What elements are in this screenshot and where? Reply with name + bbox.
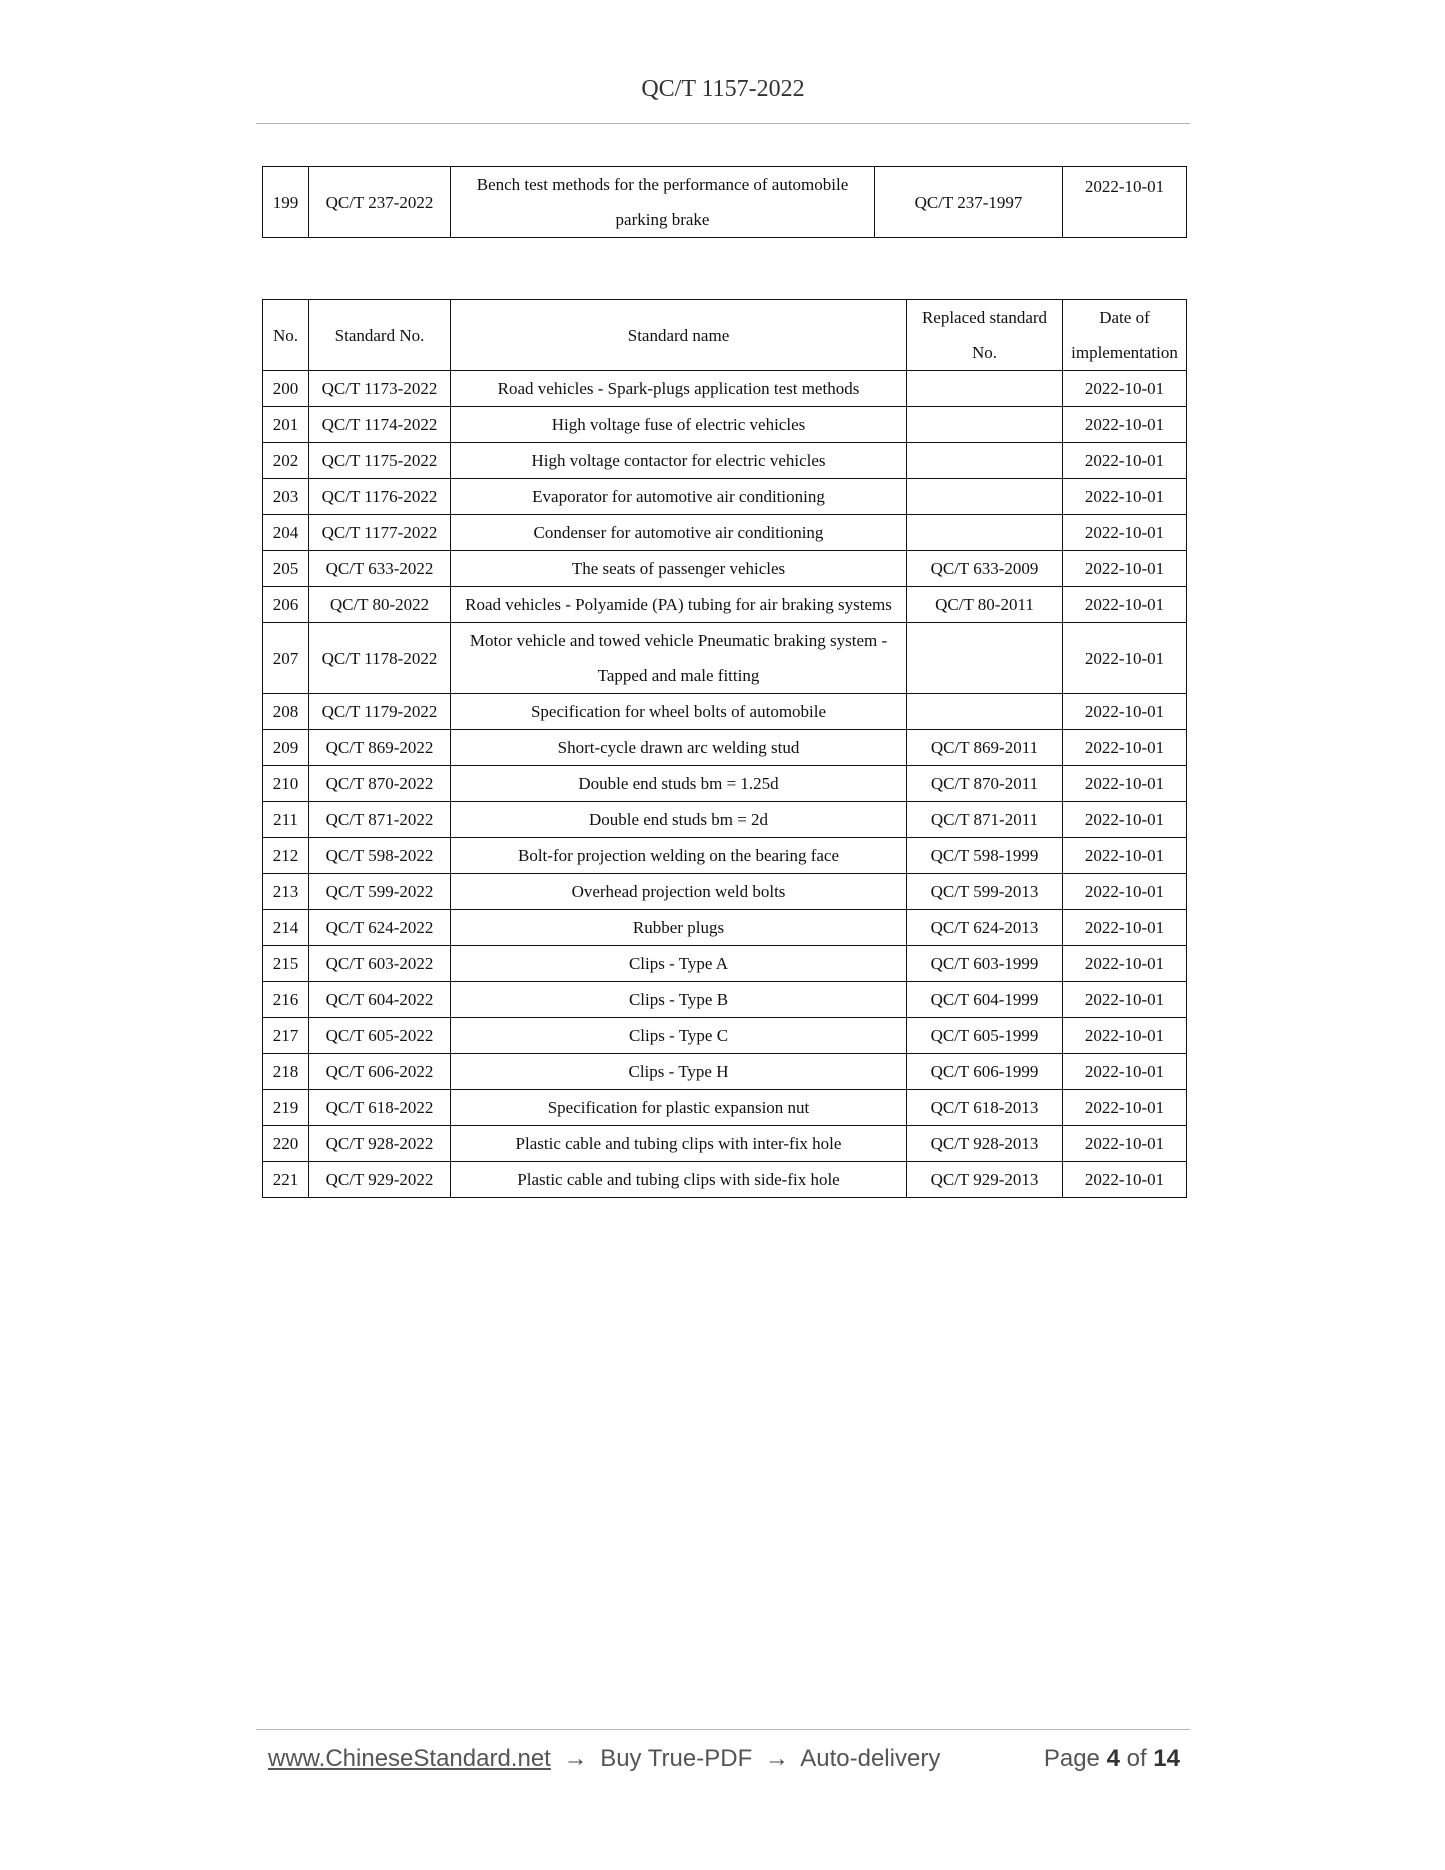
cell-standard-name: Clips - Type C xyxy=(451,1018,907,1054)
footer-site-link[interactable]: www.ChineseStandard.net xyxy=(268,1745,551,1772)
table-row xyxy=(263,407,1187,443)
cell-no: 201 xyxy=(263,407,309,443)
cell-no: 218 xyxy=(263,1054,309,1090)
cell-date: 2022-10-01 xyxy=(1063,479,1187,515)
table-row xyxy=(263,1162,1187,1198)
cell-date: 2022-10-01 xyxy=(1063,1090,1187,1126)
arrow-right-icon: → xyxy=(764,1745,789,1772)
cell-replaced-standard: QC/T 618-2013 xyxy=(907,1090,1063,1126)
cell-no: 213 xyxy=(263,874,309,910)
arrow-right-icon: → xyxy=(563,1745,588,1772)
cell-standard-no: QC/T 929-2022 xyxy=(309,1162,451,1198)
table-row xyxy=(263,910,1187,946)
table-row xyxy=(263,371,1187,407)
cell-replaced-standard xyxy=(907,479,1063,515)
cell-replaced-standard: QC/T 599-2013 xyxy=(907,874,1063,910)
cell-replaced-standard: QC/T 624-2013 xyxy=(907,910,1063,946)
cell-replaced-standard: QC/T 237-1997 xyxy=(875,167,1063,238)
cell-standard-no: QC/T 1177-2022 xyxy=(309,515,451,551)
cell-date: 2022-10-01 xyxy=(1063,1018,1187,1054)
cell-replaced-standard: QC/T 598-1999 xyxy=(907,838,1063,874)
page-total: 14 xyxy=(1153,1745,1180,1772)
cell-date: 2022-10-01 xyxy=(1063,623,1187,694)
cell-no: 200 xyxy=(263,371,309,407)
header-standard-name: Standard name xyxy=(451,300,907,371)
cell-standard-no: QC/T 618-2022 xyxy=(309,1090,451,1126)
cell-no: 199 xyxy=(263,167,309,238)
cell-replaced-standard: QC/T 606-1999 xyxy=(907,1054,1063,1090)
table-row xyxy=(263,1126,1187,1162)
cell-no: 221 xyxy=(263,1162,309,1198)
footer-delivery-label: Auto-delivery xyxy=(800,1745,941,1772)
cell-date: 2022-10-01 xyxy=(1063,874,1187,910)
table-row xyxy=(263,443,1187,479)
table-row xyxy=(263,623,1187,694)
cell-standard-no: QC/T 598-2022 xyxy=(309,838,451,874)
header-date: Date of implementation xyxy=(1063,300,1187,371)
cell-replaced-standard: QC/T 633-2009 xyxy=(907,551,1063,587)
table-row xyxy=(263,587,1187,623)
table-row xyxy=(263,874,1187,910)
cell-date: 2022-10-01 xyxy=(1063,167,1187,238)
cell-standard-name: High voltage contactor for electric vehicles xyxy=(451,443,907,479)
cell-replaced-standard xyxy=(907,407,1063,443)
cell-replaced-standard: QC/T 605-1999 xyxy=(907,1018,1063,1054)
cell-date: 2022-10-01 xyxy=(1063,407,1187,443)
cell-replaced-standard: QC/T 80-2011 xyxy=(907,587,1063,623)
cell-date: 2022-10-01 xyxy=(1063,371,1187,407)
cell-no: 215 xyxy=(263,946,309,982)
cell-standard-no: QC/T 603-2022 xyxy=(309,946,451,982)
cell-replaced-standard: QC/T 870-2011 xyxy=(907,766,1063,802)
cell-standard-no: QC/T 624-2022 xyxy=(309,910,451,946)
table-row xyxy=(263,802,1187,838)
table-row xyxy=(263,838,1187,874)
table-row xyxy=(263,479,1187,515)
cell-standard-name: The seats of passenger vehicles xyxy=(451,551,907,587)
cell-replaced-standard: QC/T 603-1999 xyxy=(907,946,1063,982)
cell-standard-name: Specification for plastic expansion nut xyxy=(451,1090,907,1126)
table-row xyxy=(263,515,1187,551)
cell-standard-no: QC/T 928-2022 xyxy=(309,1126,451,1162)
cell-standard-no: QC/T 870-2022 xyxy=(309,766,451,802)
cell-standard-no: QC/T 599-2022 xyxy=(309,874,451,910)
cell-standard-no: QC/T 1176-2022 xyxy=(309,479,451,515)
table-row xyxy=(263,1090,1187,1126)
table-row xyxy=(263,946,1187,982)
cell-date: 2022-10-01 xyxy=(1063,730,1187,766)
cell-standard-no: QC/T 1178-2022 xyxy=(309,623,451,694)
cell-standard-no: QC/T 80-2022 xyxy=(309,587,451,623)
table-row xyxy=(263,167,1187,238)
cell-no: 220 xyxy=(263,1126,309,1162)
cell-date: 2022-10-01 xyxy=(1063,982,1187,1018)
table-row xyxy=(263,766,1187,802)
cell-no: 210 xyxy=(263,766,309,802)
table-row xyxy=(263,982,1187,1018)
cell-replaced-standard: QC/T 929-2013 xyxy=(907,1162,1063,1198)
page-current: 4 xyxy=(1106,1745,1120,1772)
cell-replaced-standard xyxy=(907,371,1063,407)
cell-date: 2022-10-01 xyxy=(1063,551,1187,587)
cell-standard-name: Bolt-for projection welding on the bearing face xyxy=(451,838,907,874)
footer-divider xyxy=(256,1729,1190,1730)
cell-no: 219 xyxy=(263,1090,309,1126)
cell-date: 2022-10-01 xyxy=(1063,1126,1187,1162)
cell-date: 2022-10-01 xyxy=(1063,443,1187,479)
cell-standard-name: Evaporator for automotive air conditioning xyxy=(451,479,907,515)
cell-standard-name: Plastic cable and tubing clips with side-fix hole xyxy=(451,1162,907,1198)
cell-standard-name: Road vehicles - Polyamide (PA) tubing for air braking systems xyxy=(451,587,907,623)
cell-standard-name: Rubber plugs xyxy=(451,910,907,946)
cell-standard-no: QC/T 605-2022 xyxy=(309,1018,451,1054)
cell-no: 212 xyxy=(263,838,309,874)
cell-no: 211 xyxy=(263,802,309,838)
cell-standard-name: Clips - Type A xyxy=(451,946,907,982)
continuation-table xyxy=(262,166,1187,238)
page-header-title: QC/T 1157-2022 xyxy=(641,76,805,102)
cell-replaced-standard: QC/T 928-2013 xyxy=(907,1126,1063,1162)
cell-standard-no: QC/T 1179-2022 xyxy=(309,694,451,730)
cell-standard-name: Road vehicles - Spark-plugs application test methods xyxy=(451,371,907,407)
cell-date: 2022-10-01 xyxy=(1063,1162,1187,1198)
table-row xyxy=(263,551,1187,587)
cell-replaced-standard xyxy=(907,515,1063,551)
page-label: Page xyxy=(1043,1745,1100,1772)
cell-replaced-standard: QC/T 871-2011 xyxy=(907,802,1063,838)
cell-no: 205 xyxy=(263,551,309,587)
cell-standard-name: Clips - Type H xyxy=(451,1054,907,1090)
table-row xyxy=(263,1054,1187,1090)
cell-date: 2022-10-01 xyxy=(1063,910,1187,946)
table-row xyxy=(263,1018,1187,1054)
cell-standard-no: QC/T 604-2022 xyxy=(309,982,451,1018)
cell-standard-name: Short-cycle drawn arc welding stud xyxy=(451,730,907,766)
cell-replaced-standard xyxy=(907,623,1063,694)
cell-replaced-standard xyxy=(907,443,1063,479)
cell-standard-name: Double end studs bm = 2d xyxy=(451,802,907,838)
cell-standard-name: Condenser for automotive air conditioning xyxy=(451,515,907,551)
cell-standard-name: Double end studs bm = 1.25d xyxy=(451,766,907,802)
cell-date: 2022-10-01 xyxy=(1063,946,1187,982)
footer-buy-label: Buy True-PDF xyxy=(600,1745,753,1772)
table-header-row xyxy=(263,300,1187,371)
cell-date: 2022-10-01 xyxy=(1063,694,1187,730)
cell-standard-no: QC/T 869-2022 xyxy=(309,730,451,766)
cell-replaced-standard: QC/T 604-1999 xyxy=(907,982,1063,1018)
cell-standard-name: Specification for wheel bolts of automobile xyxy=(451,694,907,730)
cell-date: 2022-10-01 xyxy=(1063,515,1187,551)
cell-no: 214 xyxy=(263,910,309,946)
cell-standard-no: QC/T 1174-2022 xyxy=(309,407,451,443)
cell-no: 202 xyxy=(263,443,309,479)
cell-standard-name: Bench test methods for the performance of automobile parking brake xyxy=(451,167,875,238)
header-replaced-standard: Replaced standard No. xyxy=(907,300,1063,371)
cell-no: 204 xyxy=(263,515,309,551)
cell-standard-name: Clips - Type B xyxy=(451,982,907,1018)
cell-replaced-standard xyxy=(907,694,1063,730)
cell-standard-no: QC/T 871-2022 xyxy=(309,802,451,838)
table-row xyxy=(263,730,1187,766)
table-row xyxy=(263,694,1187,730)
cell-date: 2022-10-01 xyxy=(1063,838,1187,874)
cell-standard-name: Plastic cable and tubing clips with inter-fix hole xyxy=(451,1126,907,1162)
header-divider xyxy=(256,123,1190,124)
cell-standard-name: Motor vehicle and towed vehicle Pneumatic braking system - Tapped and male fitting xyxy=(451,623,907,694)
page-footer xyxy=(268,1745,1180,1779)
cell-date: 2022-10-01 xyxy=(1063,587,1187,623)
of-label: of xyxy=(1126,1745,1147,1772)
cell-no: 209 xyxy=(263,730,309,766)
cell-standard-name: High voltage fuse of electric vehicles xyxy=(451,407,907,443)
cell-standard-name: Overhead projection weld bolts xyxy=(451,874,907,910)
cell-no: 206 xyxy=(263,587,309,623)
cell-no: 217 xyxy=(263,1018,309,1054)
cell-date: 2022-10-01 xyxy=(1063,802,1187,838)
cell-standard-no: QC/T 1175-2022 xyxy=(309,443,451,479)
cell-no: 216 xyxy=(263,982,309,1018)
header-standard-no: Standard No. xyxy=(309,300,451,371)
cell-standard-no: QC/T 1173-2022 xyxy=(309,371,451,407)
cell-no: 207 xyxy=(263,623,309,694)
standards-table xyxy=(262,299,1187,1198)
cell-date: 2022-10-01 xyxy=(1063,766,1187,802)
cell-no: 208 xyxy=(263,694,309,730)
cell-replaced-standard: QC/T 869-2011 xyxy=(907,730,1063,766)
cell-standard-no: QC/T 633-2022 xyxy=(309,551,451,587)
header-no: No. xyxy=(263,300,309,371)
cell-date: 2022-10-01 xyxy=(1063,1054,1187,1090)
cell-no: 203 xyxy=(263,479,309,515)
cell-standard-no: QC/T 606-2022 xyxy=(309,1054,451,1090)
cell-standard-no: QC/T 237-2022 xyxy=(309,167,451,238)
